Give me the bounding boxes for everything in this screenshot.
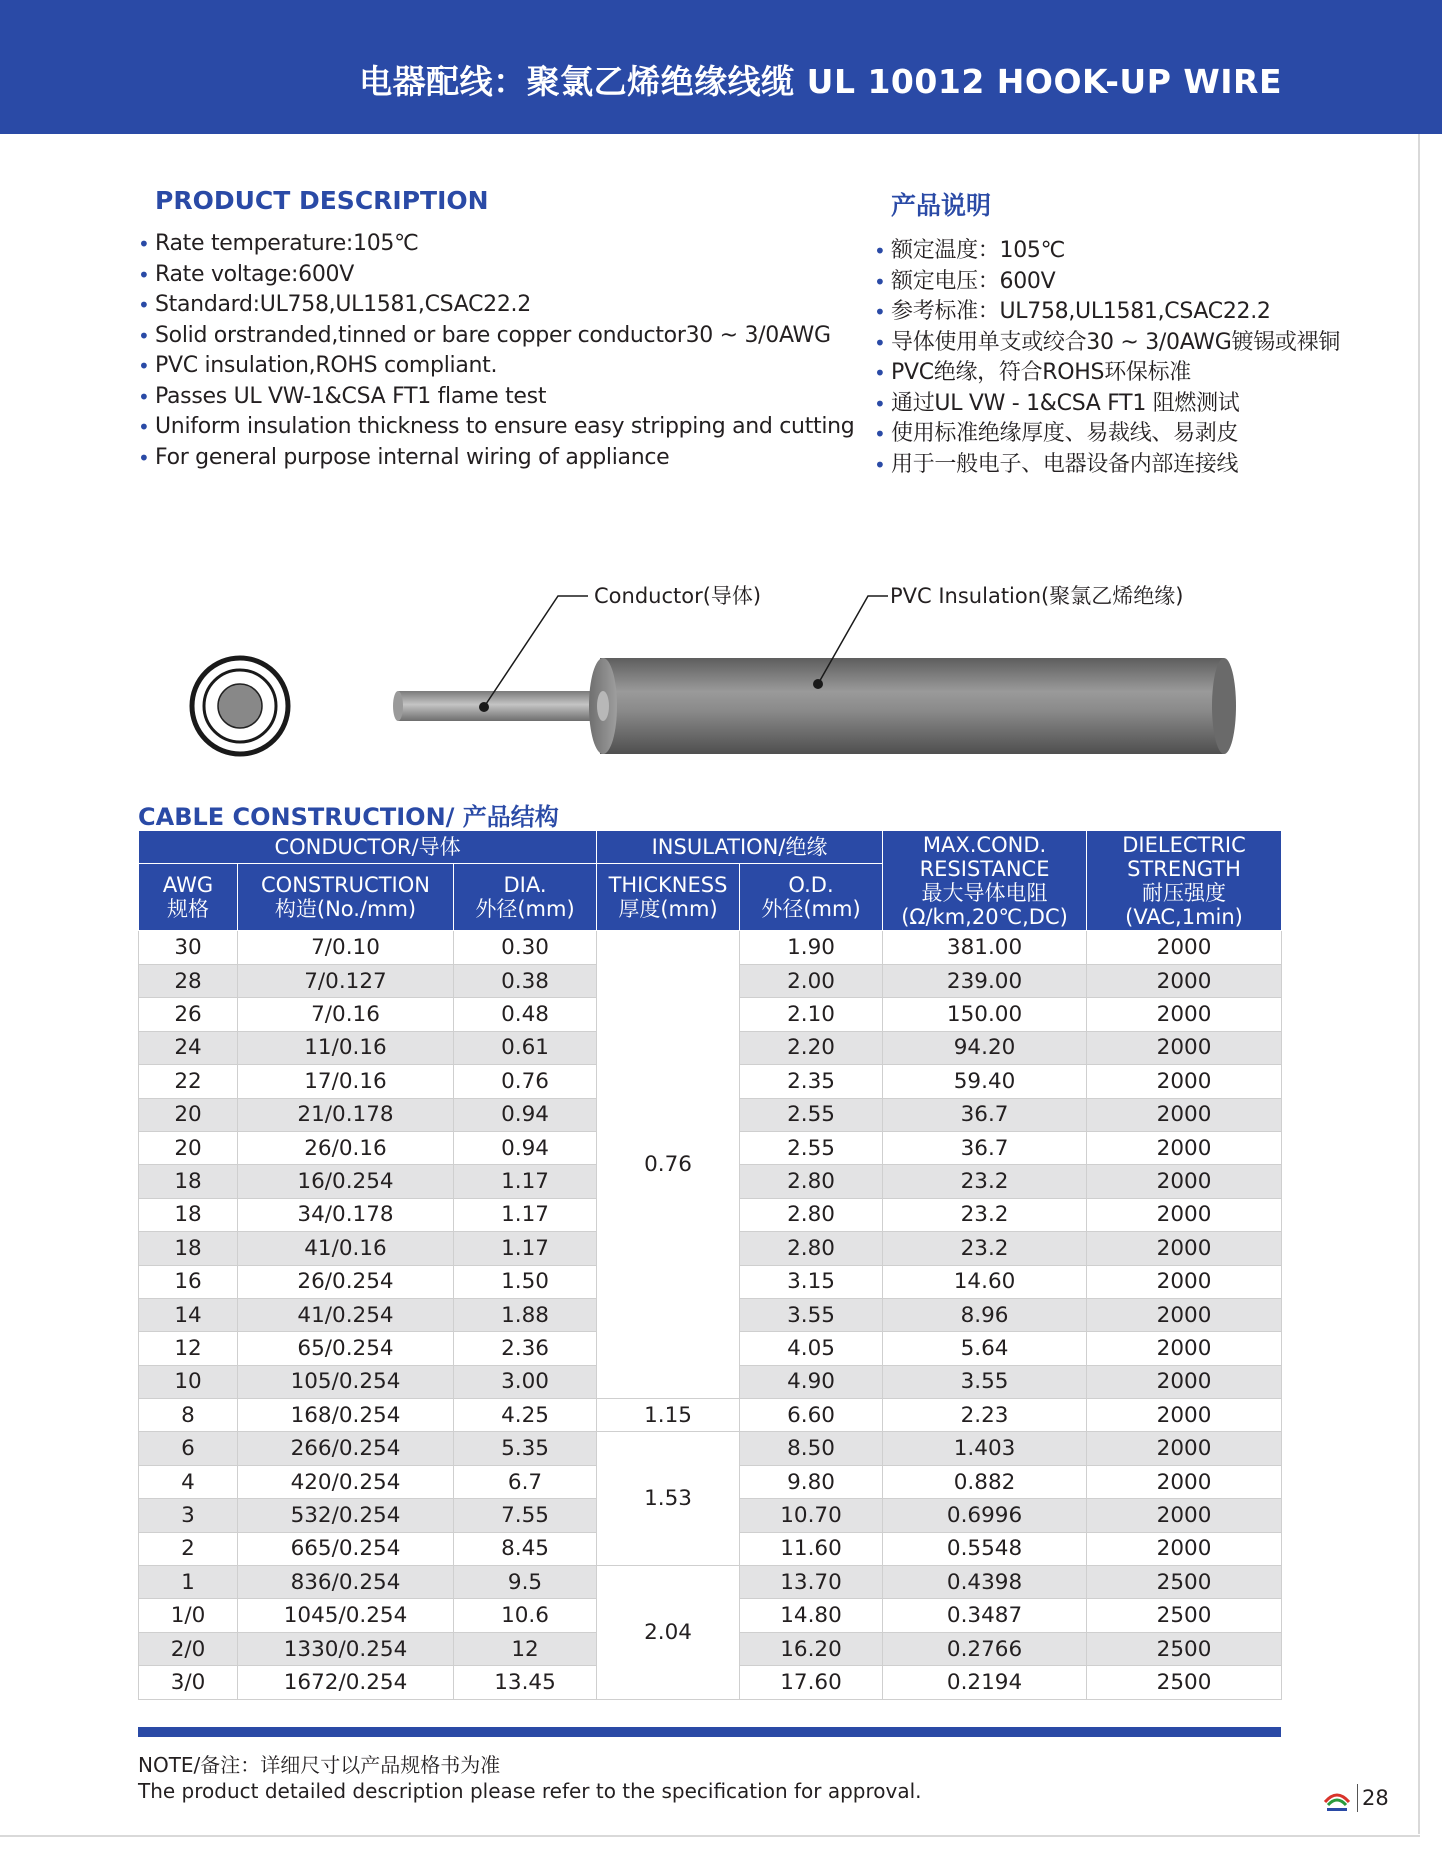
cell-resistance: 23.2 [883, 1165, 1087, 1198]
cell-resistance: 3.55 [883, 1365, 1087, 1398]
cell-dielectric: 2000 [1087, 998, 1282, 1031]
cell-od: 2.80 [740, 1165, 883, 1198]
cell-dia: 1.17 [454, 1232, 597, 1265]
cell-awg: 4 [139, 1465, 238, 1498]
cell-od: 4.90 [740, 1365, 883, 1398]
cell-thickness: 0.76 [597, 931, 740, 1399]
cell-awg: 12 [139, 1332, 238, 1365]
cell-dia: 9.5 [454, 1566, 597, 1599]
cell-resistance: 239.00 [883, 965, 1087, 998]
cell-dia: 1.88 [454, 1298, 597, 1331]
cell-construction: 7/0.16 [238, 998, 454, 1031]
cell-od: 4.05 [740, 1332, 883, 1365]
description-cn-item-text: 参考标准：UL758,UL1581,CSAC22.2 [891, 299, 1271, 324]
cell-construction: 41/0.16 [238, 1232, 454, 1265]
cell-od: 3.15 [740, 1265, 883, 1298]
header-resistance-line: 最大导体电阻 [921, 880, 1048, 905]
cell-dia: 7.55 [454, 1499, 597, 1532]
note [138, 1752, 922, 1804]
description-list-en [138, 229, 855, 473]
header-construction-line: 构造(No./mm) [274, 897, 417, 921]
description-en-item [138, 412, 855, 443]
cell-resistance: 0.6996 [883, 1499, 1087, 1532]
cell-dia: 0.94 [454, 1098, 597, 1131]
cell-od: 2.80 [740, 1232, 883, 1265]
cell-dia: 0.38 [454, 965, 597, 998]
header-dielectric-line: STRENGTH [1127, 856, 1241, 881]
cell-dia: 0.76 [454, 1065, 597, 1098]
description-cn-item [874, 297, 1414, 328]
insulation-label: PVC Insulation(聚氯乙烯绝缘) [890, 584, 1184, 608]
cell-awg: 8 [139, 1399, 238, 1432]
table-body [139, 931, 1282, 1700]
cell-dia: 6.7 [454, 1465, 597, 1498]
cell-awg: 2 [139, 1532, 238, 1565]
table-row [139, 1432, 1282, 1465]
cell-resistance: 0.882 [883, 1465, 1087, 1498]
header-dielectric-line: (VAC,1min) [1125, 904, 1243, 929]
cell-resistance: 0.4398 [883, 1566, 1087, 1599]
page-number: 28 [1362, 1786, 1389, 1810]
bullet-icon: • [874, 330, 886, 355]
bullet-icon: • [138, 323, 150, 348]
cell-construction: 1330/0.254 [238, 1632, 454, 1665]
cell-construction: 1672/0.254 [238, 1666, 454, 1699]
cell-awg: 24 [139, 1031, 238, 1064]
cell-dia: 1.17 [454, 1198, 597, 1231]
cell-od: 6.60 [740, 1399, 883, 1432]
bullet-icon: • [138, 262, 150, 287]
description-cn-item-text: 额定电压：600V [891, 268, 1056, 294]
description-en-item [138, 351, 838, 382]
header-insulation: INSULATION/绝缘 [597, 831, 883, 864]
description-cn-item-text: 使用标准绝缘厚度、易裁线、易剥皮 [891, 421, 1239, 446]
cell-dia: 1.17 [454, 1165, 597, 1198]
cell-resistance: 381.00 [883, 931, 1087, 965]
header-od-line: O.D. [788, 873, 834, 897]
header-od-line: 外径(mm) [761, 897, 861, 921]
cell-dia: 1.50 [454, 1265, 597, 1298]
header-dielectric-line: 耐压强度 [1142, 880, 1227, 905]
cell-dielectric: 2500 [1087, 1632, 1282, 1665]
description-en-item-text: Uniform insulation thickness to ensure easy stripping and cutting [155, 414, 855, 439]
bullet-icon: • [138, 415, 150, 439]
cell-dielectric: 2500 [1087, 1666, 1282, 1699]
cell-dielectric: 2000 [1087, 1031, 1282, 1064]
description-en-item [138, 290, 838, 321]
cell-resistance: 36.7 [883, 1098, 1087, 1131]
cell-construction: 26/0.254 [238, 1265, 454, 1298]
cell-od: 2.80 [740, 1198, 883, 1231]
description-cn-item [874, 389, 1414, 420]
cell-construction: 16/0.254 [238, 1165, 454, 1198]
description-cn-item [874, 236, 1414, 267]
cell-awg: 18 [139, 1232, 238, 1265]
cell-resistance: 23.2 [883, 1232, 1087, 1265]
cell-construction: 836/0.254 [238, 1566, 454, 1599]
cell-awg: 18 [139, 1198, 238, 1231]
wire-cross-section-icon [192, 658, 288, 754]
description-en-item [138, 443, 838, 474]
cell-thickness: 1.53 [597, 1432, 740, 1566]
bullet-icon: • [138, 354, 150, 378]
description-cn-item [874, 419, 1414, 450]
bullet-icon: • [138, 384, 150, 409]
cell-awg: 1/0 [139, 1599, 238, 1632]
cell-resistance: 0.5548 [883, 1532, 1087, 1565]
cell-resistance: 0.3487 [883, 1599, 1087, 1632]
cell-resistance: 94.20 [883, 1031, 1087, 1064]
note-line-en: The product detailed description please refer to the specification for approval. [138, 1779, 922, 1803]
cell-construction: 420/0.254 [238, 1465, 454, 1498]
header-awg-line: AWG [162, 873, 214, 897]
table-bottom-bar [138, 1727, 1281, 1737]
cell-od: 2.00 [740, 965, 883, 998]
cell-awg: 3 [139, 1499, 238, 1532]
cell-dia: 0.30 [454, 931, 597, 965]
cell-dia: 0.61 [454, 1031, 597, 1064]
cell-dielectric: 2000 [1087, 1532, 1282, 1565]
header-construction [238, 864, 454, 931]
cell-resistance: 0.2766 [883, 1632, 1087, 1665]
bullet-icon: • [874, 361, 886, 385]
cell-od: 13.70 [740, 1566, 883, 1599]
cell-dielectric: 2000 [1087, 1465, 1282, 1498]
cell-dielectric: 2000 [1087, 1332, 1282, 1365]
header-resistance-line: RESISTANCE [919, 856, 1050, 881]
company-logo-icon [1322, 1786, 1352, 1814]
header-awg-line: 规格 [167, 897, 209, 921]
cell-dia: 8.45 [454, 1532, 597, 1565]
cell-construction: 21/0.178 [238, 1098, 454, 1131]
description-en-item-text: Rate temperature:105℃ [155, 231, 419, 256]
description-en-item-text: Passes UL VW-1&CSA FT1 flame test [155, 383, 547, 409]
cell-resistance: 5.64 [883, 1332, 1087, 1365]
cell-od: 2.10 [740, 998, 883, 1031]
cell-dielectric: 2000 [1087, 1399, 1282, 1432]
cell-construction: 532/0.254 [238, 1499, 454, 1532]
cell-construction: 41/0.254 [238, 1298, 454, 1331]
description-list-cn [874, 236, 1414, 480]
description-en-item-text: Rate voltage:600V [155, 261, 354, 287]
cell-construction: 7/0.10 [238, 931, 454, 965]
cell-dia: 3.00 [454, 1365, 597, 1398]
description-cn-item-text: 通过UL VW - 1&CSA FT1 阻燃测试 [891, 390, 1240, 416]
description-en-item [138, 260, 838, 291]
cell-awg: 6 [139, 1432, 238, 1465]
cell-dielectric: 2500 [1087, 1599, 1282, 1632]
cell-od: 16.20 [740, 1632, 883, 1665]
bullet-icon: • [874, 269, 886, 294]
cell-dia: 2.36 [454, 1332, 597, 1365]
description-en-item-text: For general purpose internal wiring of appliance [155, 444, 670, 470]
cell-resistance: 14.60 [883, 1265, 1087, 1298]
cell-dia: 10.6 [454, 1599, 597, 1632]
cell-awg: 10 [139, 1365, 238, 1398]
product-description-en [138, 186, 855, 473]
bullet-icon: • [874, 452, 886, 477]
cell-awg: 20 [139, 1098, 238, 1131]
description-cn-item-text: 用于一般电子、电器设备内部连接线 [891, 451, 1239, 477]
cell-dielectric: 2000 [1087, 1432, 1282, 1465]
cell-dia: 5.35 [454, 1432, 597, 1465]
note-line-cn: NOTE/备注：详细尺寸以产品规格书为准 [138, 1753, 501, 1777]
cell-od: 8.50 [740, 1432, 883, 1465]
bullet-icon: • [874, 300, 886, 324]
header-construction-line: CONSTRUCTION [261, 873, 430, 897]
cable-construction-title: CABLE CONSTRUCTION/ 产品结构 [138, 803, 559, 831]
cell-resistance: 150.00 [883, 998, 1087, 1031]
cell-od: 3.55 [740, 1298, 883, 1331]
bullet-icon: • [874, 422, 886, 446]
cell-dia: 0.94 [454, 1131, 597, 1164]
cell-dia: 12 [454, 1632, 597, 1665]
header-thickness [597, 864, 740, 931]
description-en-item [138, 321, 838, 352]
cell-dielectric: 2000 [1087, 1165, 1282, 1198]
cell-dia: 13.45 [454, 1666, 597, 1699]
cell-dielectric: 2000 [1087, 1499, 1282, 1532]
header-od [740, 864, 883, 931]
cell-resistance: 8.96 [883, 1298, 1087, 1331]
bullet-icon: • [138, 445, 150, 470]
cell-construction: 1045/0.254 [238, 1599, 454, 1632]
cell-od: 11.60 [740, 1532, 883, 1565]
page-title: 电器配线：聚氯乙烯绝缘线缆 UL 10012 HOOK-UP WIRE [359, 62, 1282, 101]
cell-construction: 105/0.254 [238, 1365, 454, 1398]
cell-construction: 168/0.254 [238, 1399, 454, 1432]
header-thickness-line: 厚度(mm) [618, 897, 718, 921]
description-cn-item-text: PVC绝缘，符合ROHS环保标准 [891, 360, 1191, 385]
cell-dielectric: 2000 [1087, 1198, 1282, 1231]
header-resistance [883, 831, 1087, 931]
cell-construction: 26/0.16 [238, 1131, 454, 1164]
cell-construction: 266/0.254 [238, 1432, 454, 1465]
cable-construction-table [138, 830, 1282, 1700]
cell-od: 10.70 [740, 1499, 883, 1532]
cell-od: 14.80 [740, 1599, 883, 1632]
bullet-icon: • [874, 391, 886, 416]
cell-dia: 4.25 [454, 1399, 597, 1432]
cell-dielectric: 2500 [1087, 1566, 1282, 1599]
header-thickness-line: THICKNESS [608, 873, 728, 897]
header-dia-line: 外径(mm) [475, 897, 575, 921]
header-awg [139, 864, 238, 931]
description-heading-en: PRODUCT DESCRIPTION [155, 186, 489, 215]
cell-thickness: 1.15 [597, 1399, 740, 1432]
cell-resistance: 1.403 [883, 1432, 1087, 1465]
cell-od: 2.55 [740, 1131, 883, 1164]
cell-awg: 28 [139, 965, 238, 998]
header-dia [454, 864, 597, 931]
description-cn-item [874, 328, 1414, 359]
header-resistance-line: (Ω/km,20℃,DC) [901, 904, 1068, 929]
cell-awg: 1 [139, 1566, 238, 1599]
cell-awg: 26 [139, 998, 238, 1031]
cell-awg: 30 [139, 931, 238, 965]
description-en-item-text: PVC insulation,ROHS compliant. [155, 353, 498, 378]
cell-resistance: 0.2194 [883, 1666, 1087, 1699]
cell-dielectric: 2000 [1087, 1365, 1282, 1398]
cell-dielectric: 2000 [1087, 965, 1282, 998]
bottom-margin-rule [0, 1835, 1420, 1837]
table-row [139, 1399, 1282, 1432]
conductor-label: Conductor(导体) [594, 584, 762, 608]
cell-od: 2.35 [740, 1065, 883, 1098]
cell-awg: 16 [139, 1265, 238, 1298]
right-margin-rule [1418, 134, 1420, 1834]
cell-awg: 2/0 [139, 1632, 238, 1665]
cell-od: 17.60 [740, 1666, 883, 1699]
description-heading-cn: 产品说明 [891, 191, 992, 220]
bullet-icon: • [138, 293, 150, 317]
cell-resistance: 23.2 [883, 1198, 1087, 1231]
cell-construction: 34/0.178 [238, 1198, 454, 1231]
cell-dia: 0.48 [454, 998, 597, 1031]
cell-resistance: 36.7 [883, 1131, 1087, 1164]
cell-awg: 20 [139, 1131, 238, 1164]
cell-od: 2.20 [740, 1031, 883, 1064]
cell-construction: 11/0.16 [238, 1031, 454, 1064]
insulation-shape [589, 658, 1236, 754]
conductor-shape [393, 691, 608, 721]
description-cn-item-text: 额定温度：105℃ [891, 238, 1065, 263]
cell-awg: 3/0 [139, 1666, 238, 1699]
header-dielectric [1087, 831, 1282, 931]
header-conductor: CONDUCTOR/导体 [139, 831, 597, 864]
product-description-cn [874, 186, 1414, 480]
description-cn-item [874, 450, 1414, 481]
header-resistance-line: MAX.COND. [922, 832, 1047, 857]
cell-dielectric: 2000 [1087, 1265, 1282, 1298]
page-number-separator [1357, 1784, 1358, 1812]
cell-resistance: 2.23 [883, 1399, 1087, 1432]
table-row [139, 1566, 1282, 1599]
description-cn-item [874, 358, 1414, 389]
cell-od: 1.90 [740, 931, 883, 965]
description-en-item-text: Solid orstranded,tinned or bare copper conductor30 ~ 3/0AWG [155, 322, 831, 348]
description-en-item-text: Standard:UL758,UL1581,CSAC22.2 [155, 292, 531, 317]
bullet-icon: • [874, 239, 886, 263]
description-cn-item [874, 267, 1414, 298]
cell-awg: 14 [139, 1298, 238, 1331]
description-en-item [138, 382, 838, 413]
cell-construction: 17/0.16 [238, 1065, 454, 1098]
header-dia-line: DIA. [503, 873, 547, 897]
cell-construction: 665/0.254 [238, 1532, 454, 1565]
cell-construction: 65/0.254 [238, 1332, 454, 1365]
description-en-item [138, 229, 838, 260]
page-header [0, 0, 1442, 134]
cell-dielectric: 2000 [1087, 931, 1282, 965]
cell-awg: 18 [139, 1165, 238, 1198]
table-row [139, 931, 1282, 965]
cell-resistance: 59.40 [883, 1065, 1087, 1098]
cell-dielectric: 2000 [1087, 1065, 1282, 1098]
header-dielectric-line: DIELECTRIC [1122, 832, 1246, 857]
cell-od: 2.55 [740, 1098, 883, 1131]
wire-diagram [0, 560, 1442, 770]
bullet-icon: • [138, 232, 150, 256]
description-cn-item-text: 导体使用单支或绞合30 ~ 3/0AWG镀锡或裸铜 [891, 329, 1340, 355]
cell-awg: 22 [139, 1065, 238, 1098]
cell-thickness: 2.04 [597, 1566, 740, 1700]
cell-dielectric: 2000 [1087, 1232, 1282, 1265]
cell-dielectric: 2000 [1087, 1098, 1282, 1131]
cell-od: 9.80 [740, 1465, 883, 1498]
cell-construction: 7/0.127 [238, 965, 454, 998]
cell-dielectric: 2000 [1087, 1298, 1282, 1331]
cell-dielectric: 2000 [1087, 1131, 1282, 1164]
